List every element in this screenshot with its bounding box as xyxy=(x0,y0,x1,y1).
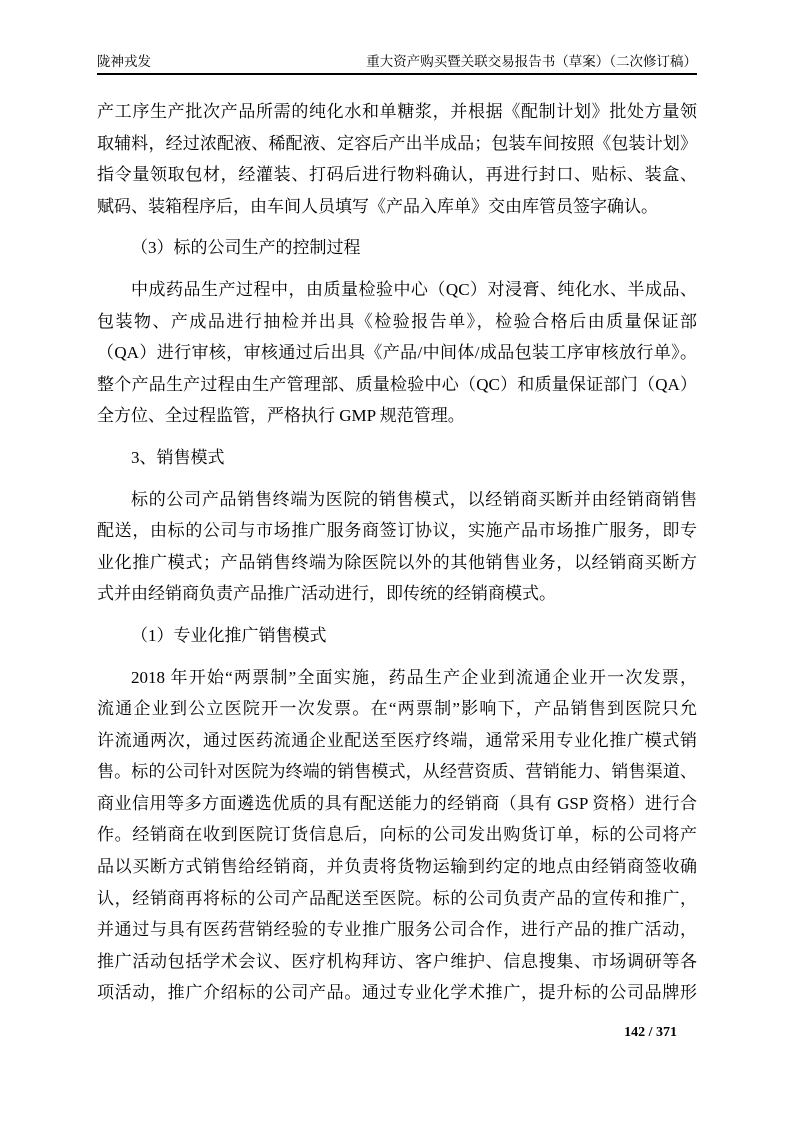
paragraph-two-invoice-system xyxy=(97,662,697,1010)
heading-professional-promotion-model: （1）专业化推广销售模式 xyxy=(131,625,327,645)
text-line: 取辅料，经过浓配液、稀配液、定容后产出半成品；包装车间按照《包装计划》 xyxy=(97,133,697,153)
text-line: 中成药品生产过程中，由质量检验中心（QC）对浸膏、纯化水、半成品、 xyxy=(131,279,697,299)
text-line: 产工序生产批次产品所需的纯化水和单糖浆，并根据《配制计划》批处方量领 xyxy=(97,102,697,121)
text-line: 作。经销商在收到医院订货信息后，向标的公司发出购货订单，标的公司将产 xyxy=(97,825,697,845)
text-line: 并通过与具有医药营销经验的专业推广服务公司合作，进行产品的推广活动， xyxy=(97,920,697,940)
text-line: 业化推广模式；产品销售终端为除医院以外的其他销售业务，以经销商买断方 xyxy=(97,552,697,572)
paragraph-sales-model-overview xyxy=(97,484,697,610)
text-line: 包装物、产成品进行抽检并出具《检验报告单》，检验合格后由质量保证部 xyxy=(97,311,697,331)
heading-sales-model: 3、销售模式 xyxy=(131,447,225,467)
text-line: 许流通两次，通过医药流通企业配送至医疗终端，通常采用专业化推广模式销 xyxy=(97,730,697,750)
text-line: 式并由经销商负责产品推广活动进行，即传统的经销商模式。 xyxy=(97,584,556,604)
page-number: 142 / 371 xyxy=(624,1025,677,1040)
text-line: 配送，由标的公司与市场推广服务商签订协议，实施产品市场推广服务，即专 xyxy=(97,521,697,541)
text-line: 商业信用等多方面遴选优质的具有配送能力的经销商（具有 GSP 资格）进行合 xyxy=(97,793,697,813)
text-line: 推广活动包括学术会议、医疗机构拜访、客户维护、信息搜集、市场调研等各 xyxy=(97,951,697,971)
document-body xyxy=(97,96,697,1009)
text-line: 整个产品生产过程由生产管理部、质量检验中心（QC）和质量保证部门（QA） xyxy=(97,374,697,394)
paragraph-production-batch xyxy=(97,96,697,222)
header-company-name: 陇神戎发 xyxy=(97,54,151,69)
text-line: 品以买断方式销售给经销商，并负责将货物运输到约定的地点由经销商签收确 xyxy=(97,857,697,877)
text-line: 标的公司产品销售终端为医院的销售模式，以经销商买断并由经销商销售 xyxy=(131,489,697,509)
text-line: 赋码、装箱程序后，由车间人员填写《产品入库单》交由库管员签字确认。 xyxy=(97,196,658,216)
text-line: 认，经销商再将标的公司产品配送至医院。标的公司负责产品的宣传和推广， xyxy=(97,888,697,908)
heading-production-control-process: （3）标的公司生产的控制过程 xyxy=(131,238,361,258)
text-line: 售。标的公司针对医院为终端的销售模式，从经营资质、营销能力、销售渠道、 xyxy=(97,762,697,782)
text-line: 项活动，推广介绍标的公司产品。通过专业化学术推广，提升标的公司品牌形 xyxy=(97,983,697,1003)
text-line: 2018 年开始“两票制”全面实施，药品生产企业到流通企业开一次发票， xyxy=(131,667,697,687)
text-line: 流通企业到公立医院开一次发票。在“两票制”影响下，产品销售到医院只允 xyxy=(97,699,697,719)
page-header xyxy=(97,52,697,75)
text-line: 指令量领取包材，经灌装、打码后进行物料确认，再进行封口、贴标、装盒、 xyxy=(97,165,697,185)
text-line: 全方位、全过程监管，严格执行 GMP 规范管理。 xyxy=(97,406,465,426)
header-report-title: 重大资产购买暨关联交易报告书（草案）（二次修订稿） xyxy=(366,54,697,69)
paragraph-quality-control xyxy=(97,274,697,432)
text-line: （QA）进行审核，审核通过后出具《产品/中间体/成品包装工序审核放行单》。 xyxy=(97,343,697,363)
page-footer xyxy=(97,1024,677,1042)
